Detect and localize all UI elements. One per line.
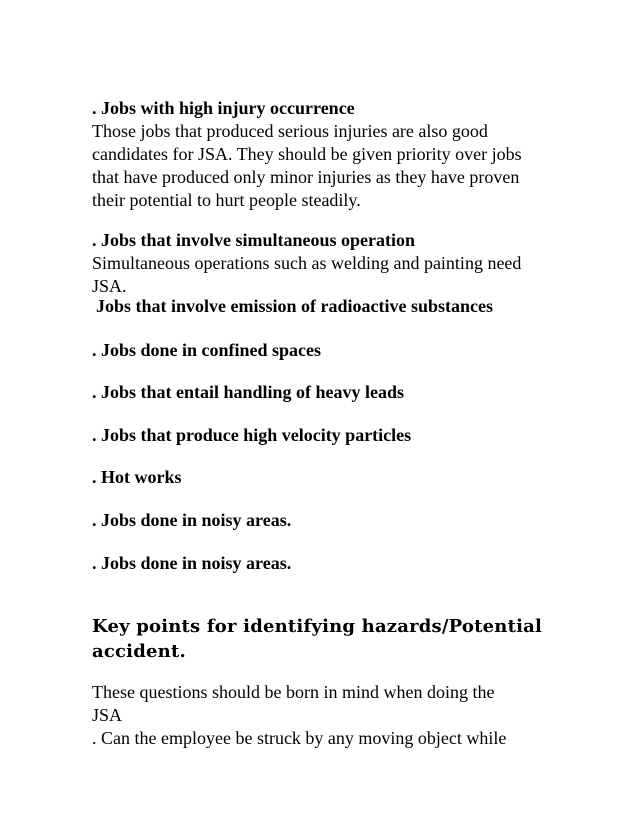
item-high-velocity: . Jobs that produce high velocity particles <box>92 425 412 445</box>
item-noisy-areas: . Jobs done in noisy areas. <box>92 553 292 573</box>
paragraph-line: that have produced only minor injuries as they have proven <box>92 167 520 187</box>
item-confined-spaces: . Jobs done in confined spaces <box>92 340 322 360</box>
item-heavy-leads: . Jobs that entail handling of heavy leads <box>92 382 405 402</box>
item-simultaneous-operation: . Jobs that involve simultaneous operation <box>92 230 416 250</box>
item-high-injury: . Jobs with high injury occurrence <box>92 98 355 118</box>
paragraph-line: . Can the employee be struck by any moving object while <box>92 728 507 748</box>
section-heading: accident. <box>92 641 186 662</box>
section-heading: Key points for identifying hazards/Potential <box>92 616 543 637</box>
paragraph-line: their potential to hurt people steadily. <box>92 190 361 210</box>
paragraph-line: Those jobs that produced serious injuries are also good <box>92 121 488 141</box>
item-noisy-areas: . Jobs done in noisy areas. <box>92 510 292 530</box>
paragraph-line: JSA. <box>92 276 127 296</box>
item-hot-works: . Hot works <box>92 467 182 487</box>
item-radioactive: Jobs that involve emission of radioactive substances <box>96 296 494 316</box>
paragraph-line: These questions should be born in mind when doing the <box>92 682 495 702</box>
paragraph-line: Simultaneous operations such as welding and painting need <box>92 253 522 273</box>
paragraph-line: candidates for JSA. They should be given priority over jobs <box>92 144 522 164</box>
paragraph-line: JSA <box>92 705 123 725</box>
